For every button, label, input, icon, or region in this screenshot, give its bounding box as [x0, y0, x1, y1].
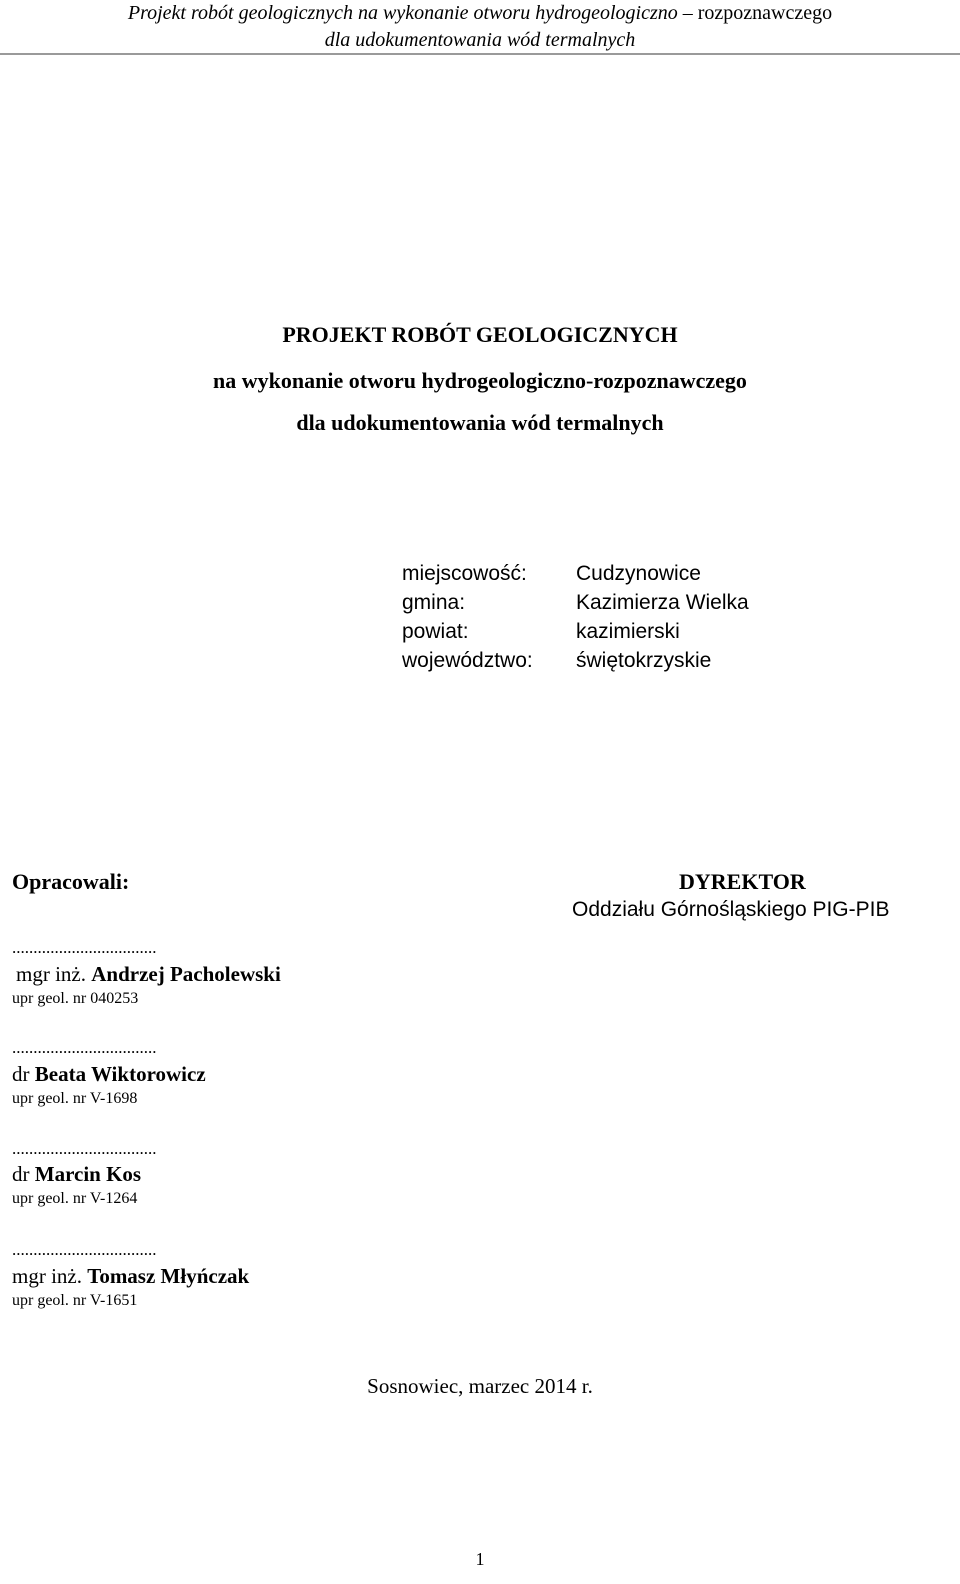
document-subtitle-line2: dla udokumentowania wód termalnych: [296, 410, 664, 435]
author-registration: upr geol. nr V-1651: [12, 1292, 138, 1309]
author-name: [12, 1062, 206, 1087]
author-surname: Andrzej Pacholewski: [91, 962, 281, 986]
author-name: [16, 962, 281, 987]
author-name: [12, 1264, 249, 1289]
prepared-by-label: Opracowali:: [12, 869, 130, 894]
document-title: PROJEKT ROBÓT GEOLOGICZNYCH: [282, 322, 678, 347]
document-subtitle-line1: na wykonanie otworu hydrogeologiczno-rozpoznawczego: [213, 368, 747, 393]
author-prefix: mgr inż.: [12, 1264, 88, 1288]
author-registration: upr geol. nr V-1698: [12, 1090, 138, 1107]
director-subtitle: Oddziału Górnośląskiego PIG-PIB: [572, 898, 890, 921]
running-header-line2: dla udokumentowania wód termalnych: [324, 29, 636, 51]
header-divider: [0, 53, 960, 55]
signature-line: ..................................: [12, 938, 157, 957]
author-registration: upr geol. nr 040253: [12, 990, 139, 1007]
author-prefix: mgr inż.: [16, 962, 92, 986]
running-header-line1-italic: Projekt robót geologicznych na wykonanie otworu hydrogeologiczno –: [127, 2, 698, 24]
page-number: 1: [475, 1549, 485, 1569]
place-date: Sosnowiec, marzec 2014 r.: [367, 1374, 593, 1398]
author-surname: Tomasz Młyńczak: [87, 1264, 250, 1288]
author-prefix: dr: [12, 1062, 35, 1086]
running-header-line1: [0, 0, 960, 27]
location-value-county: kazimierski: [576, 620, 680, 643]
director-title: DYREKTOR: [679, 869, 806, 894]
location-label-commune: gmina:: [402, 591, 466, 614]
author-name: [12, 1162, 141, 1187]
running-header-line1-upright: rozpoznawczego: [697, 2, 833, 24]
location-value-locality: Cudzynowice: [576, 562, 701, 585]
location-label-locality: miejscowość:: [402, 562, 527, 585]
location-value-voivodeship: świętokrzyskie: [576, 649, 712, 672]
signature-line: ..................................: [12, 1240, 157, 1259]
location-label-county: powiat:: [402, 620, 469, 643]
location-label-voivodeship: województwo:: [402, 649, 533, 672]
author-surname: Marcin Kos: [34, 1162, 142, 1186]
location-value-commune: Kazimierza Wielka: [576, 591, 749, 614]
author-surname: Beata Wiktorowicz: [34, 1062, 206, 1086]
author-prefix: dr: [12, 1162, 35, 1186]
running-header: [0, 0, 960, 54]
signature-line: ..................................: [12, 1139, 157, 1158]
author-registration: upr geol. nr V-1264: [12, 1190, 138, 1207]
signature-line: ..................................: [12, 1038, 157, 1057]
